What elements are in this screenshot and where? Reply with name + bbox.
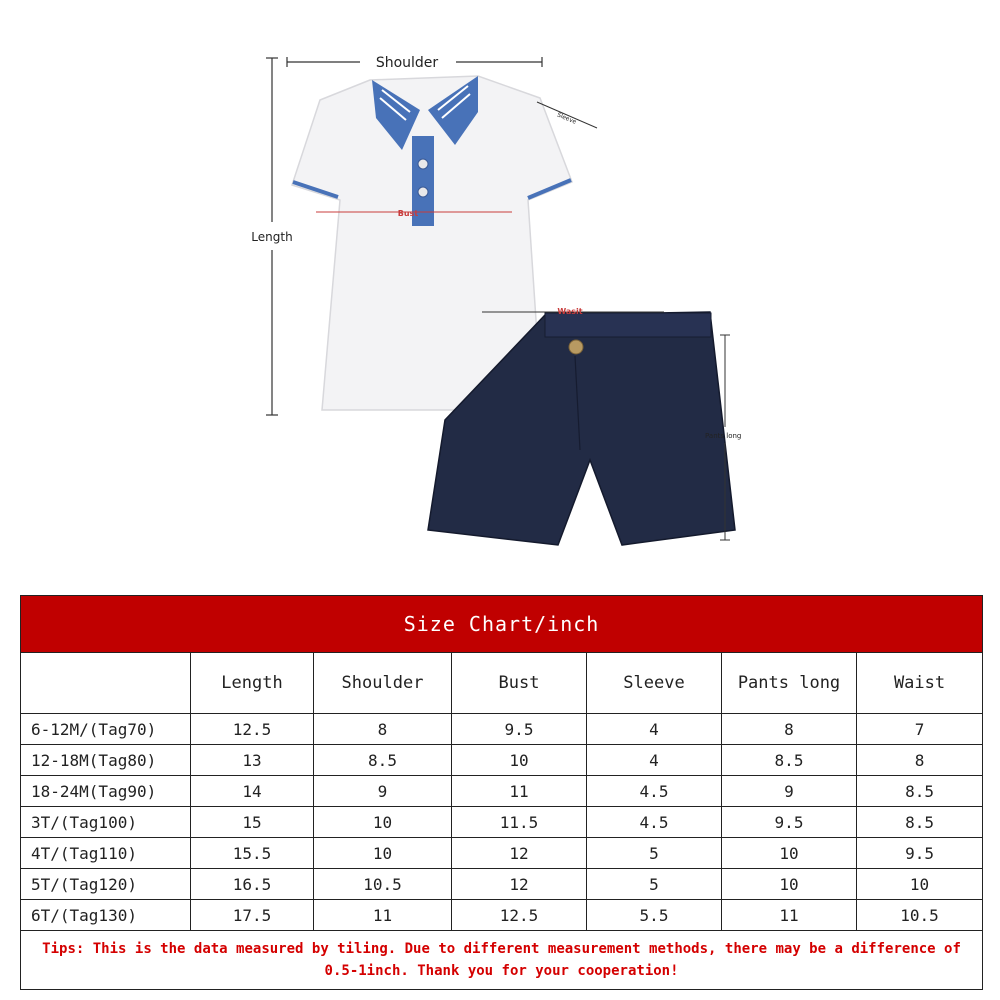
header-waist: Waist: [857, 653, 983, 714]
table-row: [21, 838, 983, 869]
pants-long-cell: 10: [722, 838, 857, 869]
measurement-tips: Tips: This is the data measured by tiling. Due to different measurement methods, there may be a difference of 0.5-1inch. Thank you for your cooperation!: [21, 931, 983, 990]
waist-cell: 8.5: [857, 807, 983, 838]
length-label: Length: [251, 230, 293, 244]
table-row: [21, 776, 983, 807]
pants-long-cell: 11: [722, 900, 857, 931]
length-cell: 16.5: [191, 869, 314, 900]
sleeve-cell: 5: [587, 838, 722, 869]
sleeve-label: Sleeve: [555, 111, 578, 126]
shoulder-cell: 9: [314, 776, 452, 807]
pants-long-cell: 10: [722, 869, 857, 900]
shoulder-cell: 10.5: [314, 869, 452, 900]
length-cell: 15.5: [191, 838, 314, 869]
header-bust: Bust: [452, 653, 587, 714]
waist-cell: 8.5: [857, 776, 983, 807]
header-row: [21, 653, 983, 714]
bust-cell: 10: [452, 745, 587, 776]
size-chart-table: [20, 595, 983, 990]
size-cell: 18-24M(Tag90): [21, 776, 191, 807]
bust-cell: 12.5: [452, 900, 587, 931]
header-length: Length: [191, 653, 314, 714]
table-row: [21, 714, 983, 745]
pants-long-cell: 8: [722, 714, 857, 745]
waist-cell: 8: [857, 745, 983, 776]
waist-label: Wasit: [557, 307, 583, 316]
length-cell: 14: [191, 776, 314, 807]
length-cell: 13: [191, 745, 314, 776]
bust-cell: 12: [452, 838, 587, 869]
pants-long-cell: 8.5: [722, 745, 857, 776]
bust-label: Bust: [397, 209, 419, 218]
shoulder-cell: 10: [314, 838, 452, 869]
length-dimension: [251, 58, 292, 415]
size-cell: 5T/(Tag120): [21, 869, 191, 900]
sleeve-cell: 4: [587, 714, 722, 745]
bust-cell: 11: [452, 776, 587, 807]
waist-cell: 9.5: [857, 838, 983, 869]
header-shoulder: Shoulder: [314, 653, 452, 714]
size-cell: 12-18M(Tag80): [21, 745, 191, 776]
shoulder-cell: 10: [314, 807, 452, 838]
size-cell: 4T/(Tag110): [21, 838, 191, 869]
waist-cell: 10.5: [857, 900, 983, 931]
length-cell: 15: [191, 807, 314, 838]
header-size: [21, 653, 191, 714]
header-sleeve: Sleeve: [587, 653, 722, 714]
shoulder-label: Shoulder: [375, 55, 439, 71]
waist-cell: 7: [857, 714, 983, 745]
size-cell: 6T/(Tag130): [21, 900, 191, 931]
sleeve-cell: 4.5: [587, 776, 722, 807]
size-cell: 6-12M/(Tag70): [21, 714, 191, 745]
shoulder-dimension: [287, 55, 542, 71]
bust-cell: 9.5: [452, 714, 587, 745]
sleeve-cell: 5: [587, 869, 722, 900]
shoulder-cell: 8.5: [314, 745, 452, 776]
bust-cell: 12: [452, 869, 587, 900]
header-pants-long: Pants long: [722, 653, 857, 714]
waist-cell: 10: [857, 869, 983, 900]
table-row: [21, 900, 983, 931]
size-chart-title: Size Chart/inch: [21, 596, 983, 653]
shoulder-cell: 8: [314, 714, 452, 745]
sleeve-cell: 4: [587, 745, 722, 776]
table-row: [21, 745, 983, 776]
pants-long-label: Pants long: [705, 432, 742, 440]
pants-long-cell: 9.5: [722, 807, 857, 838]
sleeve-cell: 5.5: [587, 900, 722, 931]
size-cell: 3T/(Tag100): [21, 807, 191, 838]
shoulder-cell: 11: [314, 900, 452, 931]
table-row: [21, 807, 983, 838]
length-cell: 17.5: [191, 900, 314, 931]
length-cell: 12.5: [191, 714, 314, 745]
table-row: [21, 869, 983, 900]
sleeve-cell: 4.5: [587, 807, 722, 838]
bust-cell: 11.5: [452, 807, 587, 838]
pants-long-cell: 9: [722, 776, 857, 807]
